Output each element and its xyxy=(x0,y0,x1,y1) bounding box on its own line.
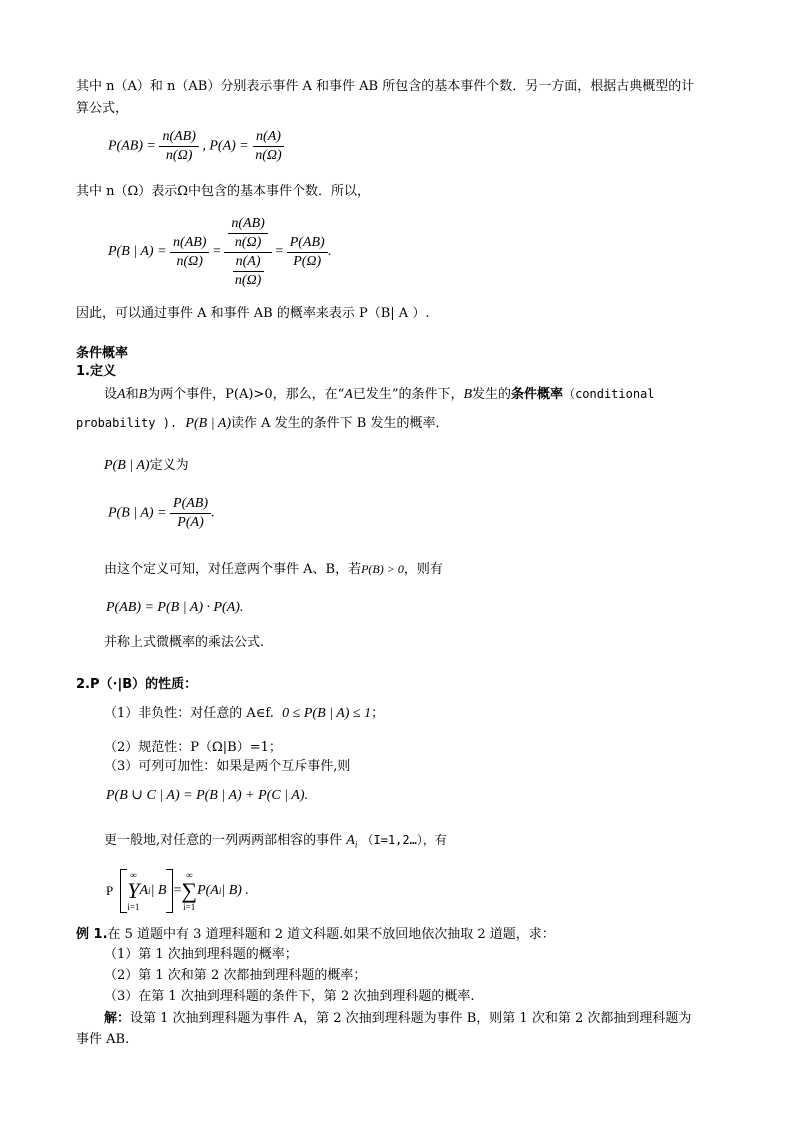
paragraph-line: 并称上式微概率的乘法公式. xyxy=(104,635,265,650)
definition-line: 设A和B为两个事件，P(A)>0，那么，在“A已发生”的条件下，B发生的条件概率（conditional xyxy=(104,387,655,402)
solution-line: 解：设第 1 次抽到理科题为事件 A，第 2 次抽到理科题为事件 B，则第 1 次和第 2 次都抽到理科题为 xyxy=(104,1011,692,1026)
definition-line: P(B | A)定义为 xyxy=(104,458,189,473)
paragraph-line: 由这个定义可知，对任意两个事件 A、B，若P(B) > 0，则有 xyxy=(104,562,443,577)
subsection-heading: 1.定义 xyxy=(76,364,116,379)
section-heading: 条件概率 xyxy=(76,346,129,361)
paragraph-line: 算公式， xyxy=(76,101,129,116)
definition-line: probability ). P(B | A)读作 A 发生的条件下 B 发生的概率． xyxy=(76,416,449,431)
formula-conditional-derivation: P(B | A) = $\frac{n(AB)}{n(\Omega)}$ = $\frac{\frac{n(AB)}{n(\Omega)}}{\frac{n(A)}{n(\Omega)}}$ = $\frac{P(AB)}{P(\Omega)}$ . xyxy=(108,215,332,288)
formula-additivity: P(B ∪ C | A) = P(B | A) + P(C | A). xyxy=(106,788,308,803)
paragraph-line: 因此，可以通过事件 A 和事件 AB 的概率来表示 P（B| A ）. xyxy=(76,306,430,321)
formula-conditional-definition: P(B | A) = $\frac{P(AB)}{P(A)}$ . xyxy=(108,496,215,530)
question-item: （3）在第 1 次抽到理科题的条件下，第 2 次抽到理科题的概率. xyxy=(104,989,475,1004)
formula-classical-probability: P(AB) = $\frac{n(AB)}{n(\Omega)}$ , P(A) = $\frac{n(A)}{n(\Omega)}$ xyxy=(108,128,285,165)
subsection-heading: 2.P（·|B）的性质： xyxy=(76,677,198,692)
formula-countable-additivity: P ∞ Y i=1 A i | B = ∞ ∑ i=1 P(A i | B) . xyxy=(106,870,249,912)
property-line: （2）规范性：P（Ω|B）=1； xyxy=(104,740,282,755)
paragraph-line: 更一般地,对任意的一列两两部相容的事件 $A_i$ （I=1,2…），有 xyxy=(104,833,447,850)
property-line: （3）可列可加性：如果是两个互斥事件,则 xyxy=(104,759,351,774)
question-item: （2）第 1 次和第 2 次都抽到理科题的概率； xyxy=(104,968,367,983)
property-line: （1）非负性：对任意的 A∈f. 0 ≤ P(B | A) ≤ 1； xyxy=(104,706,385,721)
formula-multiplication: P(AB) = P(B | A) · P(A). xyxy=(106,600,244,615)
example-line: 例 1.在 5 道题中有 3 道理科题和 2 道文科题.如果不放回地依次抽取 2 道题，求： xyxy=(76,927,555,942)
question-item: （1）第 1 次抽到理科题的概率； xyxy=(104,947,298,962)
paragraph-line: 其中 n（Ω）表示Ω中包含的基本事件个数．所以， xyxy=(76,184,371,199)
paragraph-line: 其中 n（A）和 n（AB）分别表示事件 A 和事件 AB 所包含的基本事件个数．另一方面，根据古典概型的计 xyxy=(76,79,695,94)
solution-line: 事件 AB. xyxy=(76,1032,130,1047)
